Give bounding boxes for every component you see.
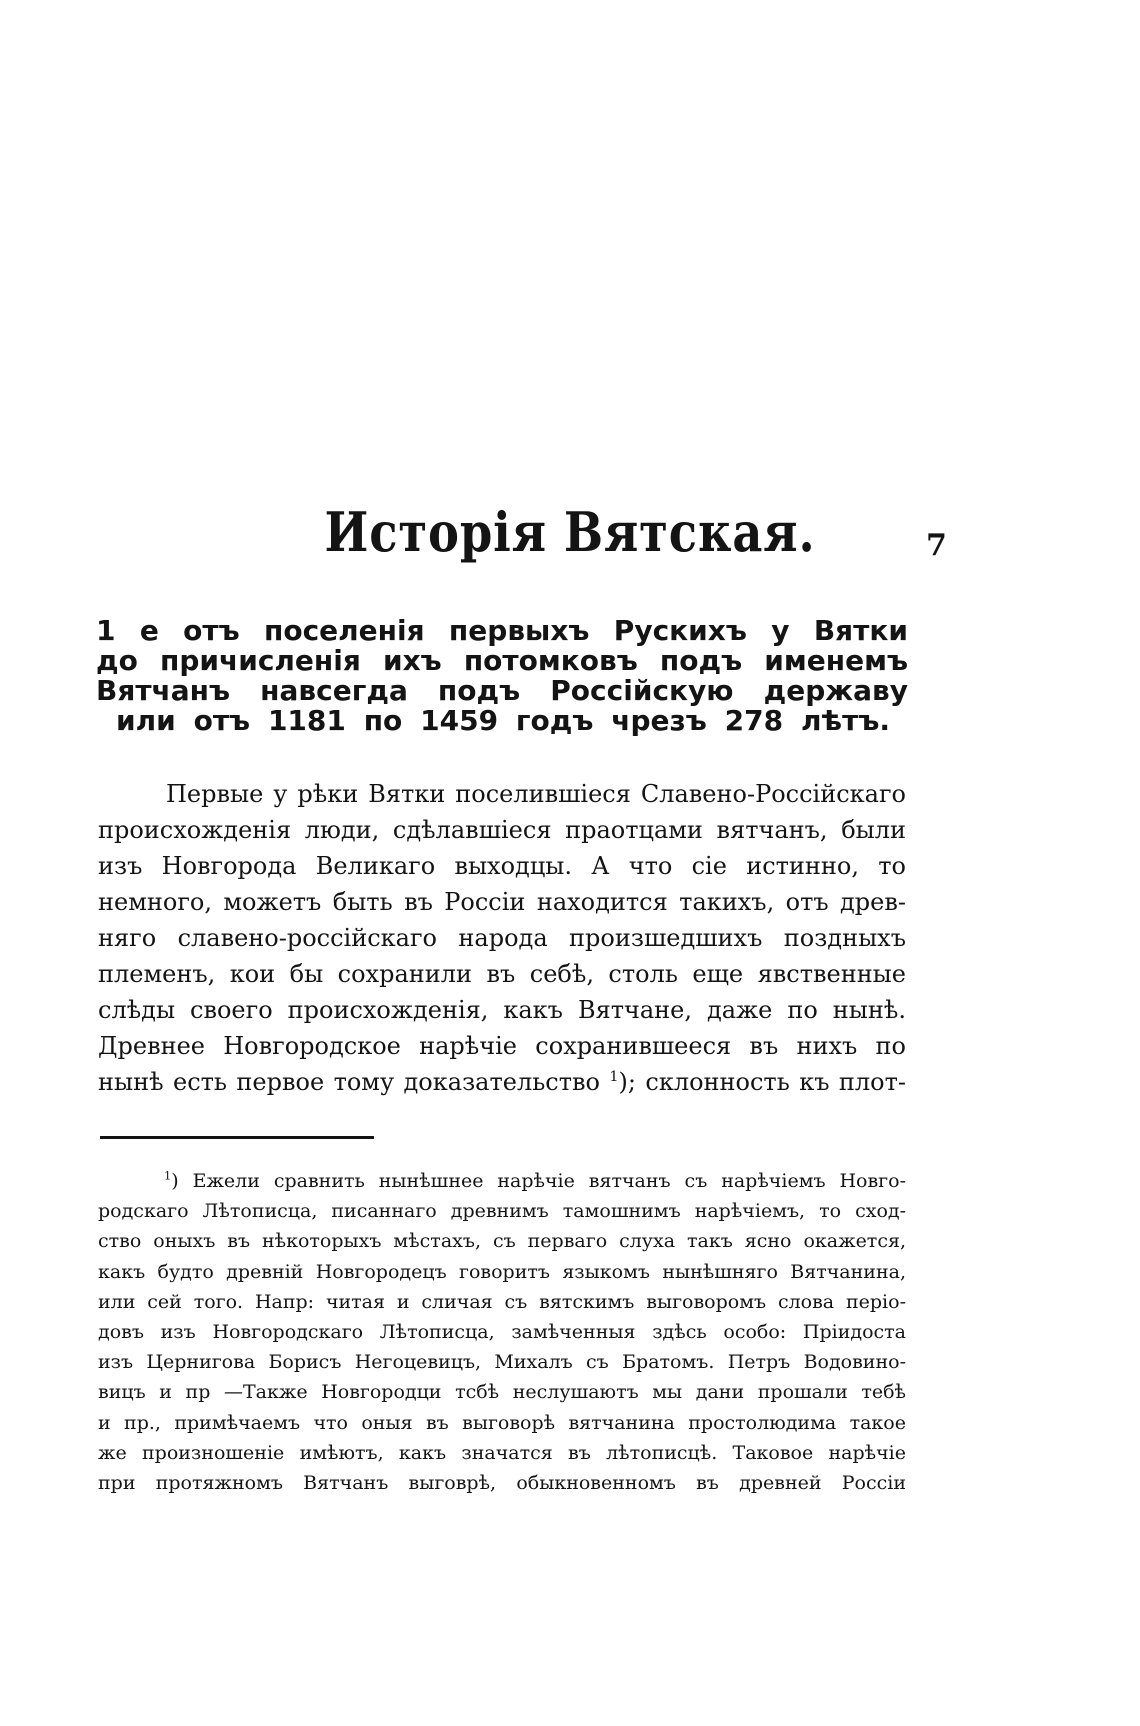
- footnote: [98, 1166, 906, 1498]
- footnote-line: ство оныхъ въ нѣкоторыхъ мѣстахъ, съ перваго слуха такъ ясно окажется,: [98, 1230, 906, 1253]
- chapter-heading: [96, 616, 908, 736]
- footnote-line: же произношеніе имѣютъ, какъ значатся въ лѣтописцѣ. Таковое нарѣчіе: [98, 1441, 906, 1464]
- footnote-marker: 1: [164, 1168, 172, 1183]
- chapter-heading-line: или отъ 1181 по 1459 годъ чрезъ 278 лѣтъ.: [116, 704, 890, 737]
- footnote-line: [98, 1166, 906, 1196]
- body-line-text: ); склонность къ плот-: [618, 1068, 906, 1096]
- body-paragraph: [98, 776, 906, 1100]
- body-line-text: нынѣ есть первое тому доказательство: [98, 1068, 600, 1096]
- page-title: Исторія Вятская.: [324, 500, 816, 564]
- footnote-line-text: ) Ежели сравнить нынѣшнее нарѣчіе вятчанъ съ нарѣчіемъ Новго-: [171, 1170, 906, 1192]
- footnote-separator: [100, 1136, 374, 1139]
- body-line: изъ Новгорода Великаго выходцы. А что сіе истинно, то: [98, 852, 906, 880]
- footnote-line: довъ изъ Новгородскаго Лѣтописца, замѣченныя здѣсь особо: Пріидоста: [98, 1320, 906, 1343]
- body-line-with-footnote-ref: [98, 1064, 906, 1100]
- footnote-line: при протяжномъ Вятчанъ выговрѣ, обыкновенномъ въ древней Россіи: [98, 1471, 906, 1494]
- body-line: племенъ, кои бы сохранили въ себѣ, столь еще явственные: [98, 960, 906, 988]
- body-line: няго славено-россійскаго народа произшедшихъ поздныхъ: [98, 924, 906, 952]
- body-line: слѣды своего происхожденія, какъ Вятчане, даже по нынѣ.: [98, 996, 906, 1024]
- page-number: 7: [926, 528, 947, 563]
- footnote-line: и пр., примѣчаемъ что оныя въ выговорѣ вятчанина простолюдима такое: [98, 1411, 906, 1434]
- chapter-heading-line: до причисленія ихъ потомковъ подъ именемъ: [96, 644, 908, 677]
- footnote-line: изъ Цернигова Борисъ Негоцевицъ, Михалъ съ Братомъ. Петръ Водовино-: [98, 1351, 906, 1374]
- chapter-heading-line: 1 е отъ поселенія первыхъ Рускихъ у Вятки: [96, 614, 908, 647]
- body-line: происхожденія люди, сдѣлавшіеся праотцами вятчанъ, были: [98, 816, 906, 844]
- footnote-line: какъ будто древній Новгородецъ говоритъ языкомъ нынѣшняго Вятчанина,: [98, 1260, 906, 1283]
- footnote-line: родскаго Лѣтописца, писаннаго древнимъ тамошнимъ нарѣчіемъ, то сход-: [98, 1200, 906, 1223]
- footnote-reference[interactable]: 1: [609, 1069, 619, 1085]
- body-line: Древнее Новгородское нарѣчіе сохранившееся въ нихъ по: [98, 1032, 906, 1060]
- footnote-line: или сей того. Напр: читая и сличая съ вятскимъ выговоромъ слова періо-: [98, 1290, 906, 1313]
- body-line: Первые у рѣки Вятки поселившіеся Славено-Россійскаго: [166, 780, 906, 808]
- chapter-heading-line: Вятчанъ навсегда подъ Россійскую державу: [96, 674, 908, 707]
- footnote-line: вицъ и пр —Также Новгородци тсбѣ неслушаютъ мы дани прошали тебѣ: [98, 1381, 906, 1404]
- body-line: немного, можетъ быть въ Россіи находится такихъ, отъ древ-: [98, 888, 906, 916]
